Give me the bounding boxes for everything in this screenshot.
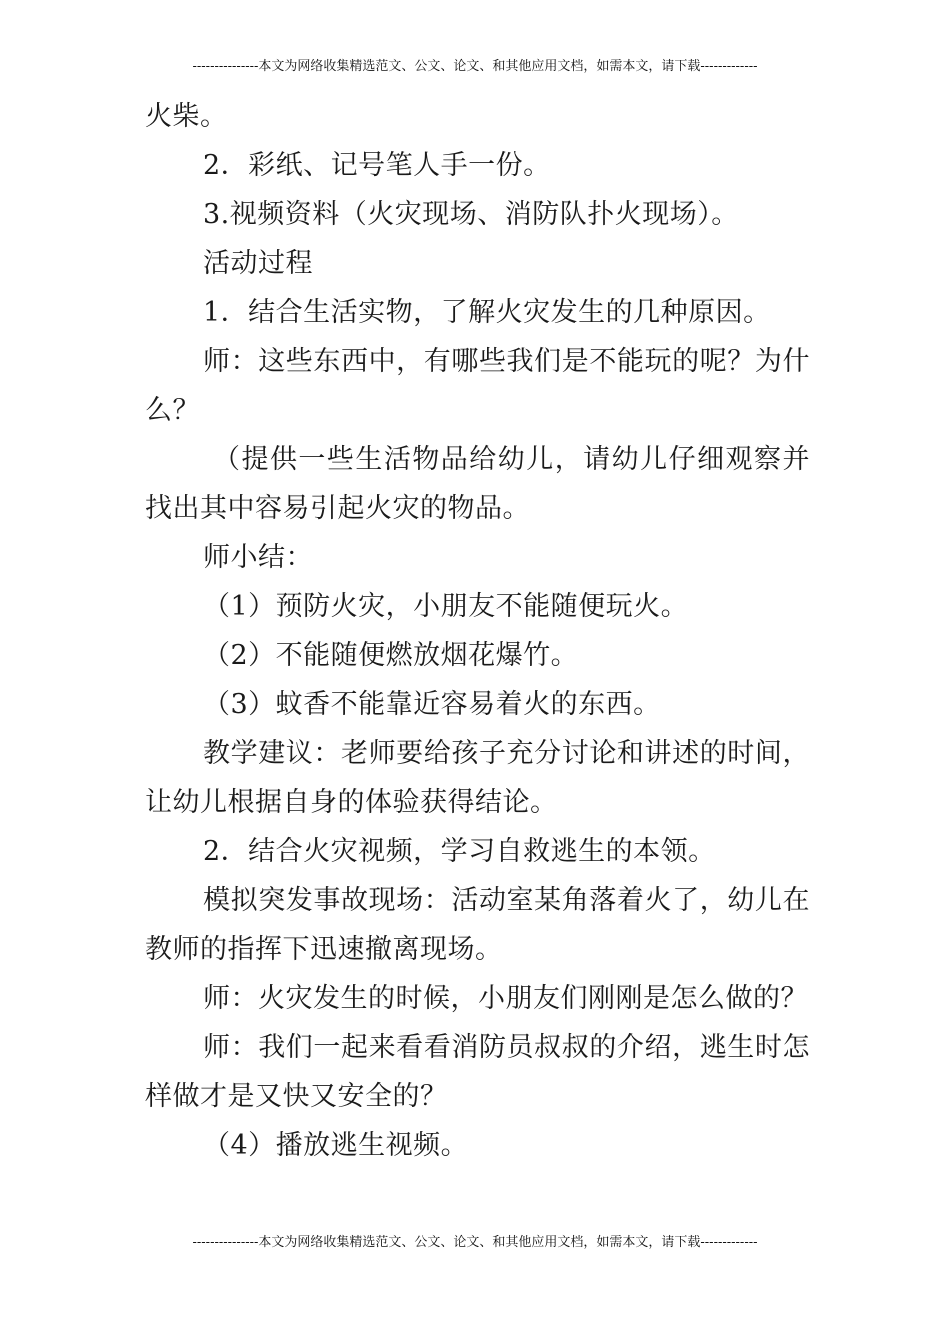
paragraph-teaching-suggestion: 教学建议：老师要给孩子充分讨论和讲述的时间，让幼儿根据自身的体验获得结论。	[145, 738, 810, 818]
paragraph-teacher-question: 师：这些东西中，有哪些我们是不能玩的呢？为什么？	[145, 346, 810, 426]
paragraph-provide-items: （提供一些生活物品给幼儿，请幼儿仔细观察并找出其中容易引起火灾的物品。	[145, 444, 810, 524]
paragraph-teacher-summary: 师小结：	[203, 542, 313, 573]
header-banner: ---------------本文为网络收集精选范文、公文、论文、和其他应用文档，如需本文，请下载-------------	[192, 59, 758, 74]
paragraph-teacher-question-2: 师：火灾发生的时候，小朋友们刚刚是怎么做的？	[203, 983, 808, 1014]
paragraph-step-1: 1．结合生活实物，了解火灾发生的几种原因。	[203, 297, 771, 328]
list-item-1: （1）预防火灾，小朋友不能随便玩火。	[203, 591, 689, 622]
footer-banner: ---------------本文为网络收集精选范文、公文、论文、和其他应用文档，如需本文，请下载-------------	[192, 1235, 758, 1250]
paragraph-materials-paper: 2．彩纸、记号笔人手一份。	[203, 150, 551, 181]
document-body	[145, 92, 810, 1170]
paragraph-materials-video: 3.视频资料（火灾现场、消防队扑火现场）。	[203, 199, 739, 230]
paragraph-step-2: 2．结合火灾视频，学习自救逃生的本领。	[203, 836, 716, 867]
list-item-2: （2）不能随便燃放烟花爆竹。	[203, 640, 579, 671]
list-item-4: （4）播放逃生视频。	[203, 1130, 469, 1161]
paragraph-matches: 火柴。	[145, 101, 228, 132]
paragraph-simulation: 模拟突发事故现场：活动室某角落着火了，幼儿在教师的指挥下迅速撤离现场。	[145, 885, 810, 965]
section-heading-activity-process: 活动过程	[203, 248, 313, 279]
list-item-3: （3）蚊香不能靠近容易着火的东西。	[203, 689, 661, 720]
paragraph-teacher-question-3: 师：我们一起来看看消防员叔叔的介绍，逃生时怎样做才是又快又安全的？	[145, 1032, 810, 1112]
